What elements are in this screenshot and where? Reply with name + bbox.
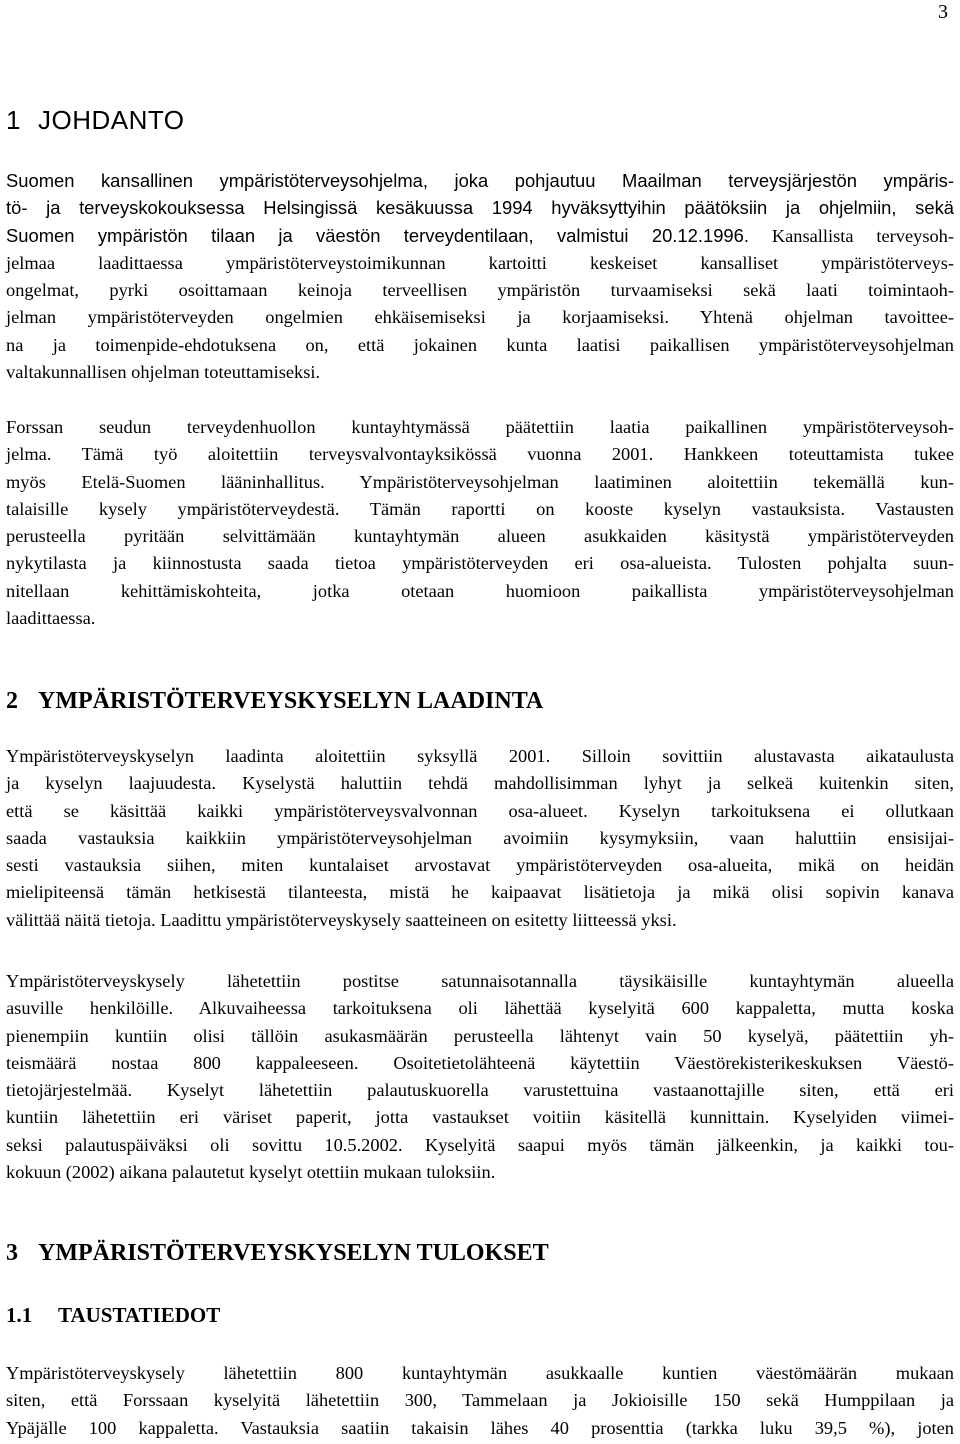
text-line: valtakunnallisen ohjelman toteuttamiseksi. [6,362,321,383]
text-line: nitellaan kehittämiskohteita, jotka otetaan huomioon paikallista ympäristöterveysohjelman [6,580,954,601]
text-line: että se käsittää kaikki ympäristöterveysvalvonnan osa-alueet. Kyselyn tarkoituksena ei ollutkaan [6,800,954,821]
text-line: kokuun (2002) aikana palautetut kyselyt otettiin mukaan tuloksiin. [6,1162,496,1183]
text-line: Suomen kansallinen ympäristöterveysohjelma, joka pohjautuu Maailman terveysjärjestön ympäris- [6,170,954,191]
text-line: sesti vastauksia siihen, miten kuntalaiset arvostavat ympäristöterveyden osa-alueita, mikä on heidän [6,855,954,876]
text-line-mixed [6,222,954,250]
paragraph-taustatiedot [6,1360,954,1442]
text-line: ongelmat, pyrki osoittamaan keinoja terveellisen ympäristön turvaamiseksi sekä laati toimintaoh- [6,280,954,301]
section-1-heading [6,102,185,138]
section-number: 1 [6,105,21,135]
text-line: teismäärä nostaa 800 kappaleeseen. Osoitetietolähteenä käytettiin Väestörekisterikeskuksen Väestö- [6,1052,954,1073]
subsection-number: 1.1 [6,1303,33,1327]
text-line: välittää näitä tietoja. Laadittu ympäristöterveyskysely saatteineen on esitetty liitteessä yksi. [6,909,677,930]
text-line: tö- ja terveyskokouksessa Helsingissä kesäkuussa 1994 hyväksyttyihin päätöksiin ja ohjelmiin, sekä [6,197,954,219]
text-line: na ja toimenpide-ehdotuksena on, että jokainen kunta laatisi paikallisen ympäristöterveysohjelman [6,334,954,355]
text-line: asuville henkilöille. Alkuvaiheessa tarkoituksena oli lähettää kyselyitä 600 kappaletta, mutta koska [6,998,954,1019]
paragraph-lahetys [6,968,954,1186]
text-line: tietojärjestelmää. Kyselyt lähetettiin palautuskuorella varustettuina vastaanottajille siten, että eri [6,1080,954,1101]
text-line: siten, että Forssaan kyselyitä lähetettiin 300, Tammelaan ja Jokioisille 150 sekä Humppilaan ja [6,1390,954,1411]
text-line: kuntiin lähetettiin eri väriset paperit, jotta vastaukset voitiin käsitellä kunnittain. Kyselyiden viimei- [6,1107,954,1128]
section-number: 3 [6,1240,18,1266]
paragraph-intro [6,167,954,386]
text-line: seksi palautuspäiväksi oli sovittu 10.5.2002. Kyselyitä saapui myös tämän jälkeenkin, ja kaikki tou- [6,1134,954,1155]
section-title: YMPÄRISTÖTERVEYSKYSELYN LAADINTA [38,688,544,714]
subsection-title: TAUSTATIEDOT [58,1303,221,1327]
section-2-heading [6,683,543,719]
text-line: ja kyselyn laajuudesta. Kyselystä haluttiin tehdä mahdollisimman lyhyt ja selkeä kuitenkin siten, [6,773,954,794]
text-line: jelman ympäristöterveyden ongelmien ehkäisemiseksi ja korjaamiseksi. Yhtenä ohjelman tavoittee- [6,307,954,328]
text-line: saada vastauksia kaikkiin ympäristöterveysohjelman avoimiin kysymyksiin, vaan haluttiin ensisijai- [6,827,954,848]
text-line: Ympäristöterveyskyselyn laadinta aloitettiin syksyllä 2001. Silloin sovittiin alustavasta aikataulusta [6,746,954,766]
page-number: 3 [938,1,948,23]
section-number: 2 [6,688,18,714]
section-3-heading [6,1235,549,1271]
text-line: jelma. Tämä työ aloitettiin terveysvalvontayksikössä vuonna 2001. Hankkeen toteuttamista tukee [6,444,954,465]
text-line: Ympäristöterveyskysely lähetettiin 800 kuntayhtymän asukkaalle kuntien väestömäärän mukaan [6,1363,954,1383]
text-span: Suomen ympäristön tilaan ja väestön terveydentilaan, valmistui 20.12.1996. [6,224,750,246]
text-line: talaisille kysely ympäristöterveydestä. Tämän raportti on kooste kyselyn vastauksista. Vastausten [6,498,954,519]
text-line: Ympäristöterveyskysely lähetettiin postitse satunnaisotannalla täysikäisille kuntayhtymän alueella [6,971,954,991]
text-line: mielipiteensä tämän hetkisestä tilanteesta, mistä he kaipaavat lisätietoja ja mikä olisi sopivin kanava [6,882,954,903]
text-line: perusteella pyritään selvittämään kuntayhtymän alueen asukkaiden käsitystä ympäristöterveyden [6,526,954,547]
paragraph-laadinta [6,743,954,934]
subsection-heading [6,1300,220,1330]
text-line: Forssan seudun terveydenhuollon kuntayhtymässä päätettiin laatia paikallinen ympäristöterveysoh- [6,417,954,437]
text-span: Kansallista terveysoh- [749,225,954,246]
section-title: YMPÄRISTÖTERVEYSKYSELYN TULOKSET [38,1240,549,1266]
text-line: Ypäjälle 100 kappaletta. Vastauksia saatiin takaisin lähes 40 prosenttia (tarkka luku 39,5 %), joten [6,1417,954,1438]
text-line: laadittaessa. [6,608,96,629]
text-line: pienempiin kuntiin olisi tällöin asukasmäärän perusteella lähtenyt vain 50 kyselyä, päätettiin yh- [6,1025,954,1046]
section-title: JOHDANTO [38,105,185,135]
text-line: nykytilasta ja kiinnostusta saada tietoa ympäristöterveyden eri osa-alueista. Tulosten pohjalta suun- [6,553,954,574]
text-line: jelmaa laadittaessa ympäristöterveystoimikunnan kartoitti keskeiset kansalliset ympäristöterveys- [6,252,954,273]
paragraph-forssa [6,414,954,632]
text-line: myös Etelä-Suomen lääninhallitus. Ympäristöterveysohjelman laatiminen aloitettiin tekemällä kun- [6,471,954,492]
